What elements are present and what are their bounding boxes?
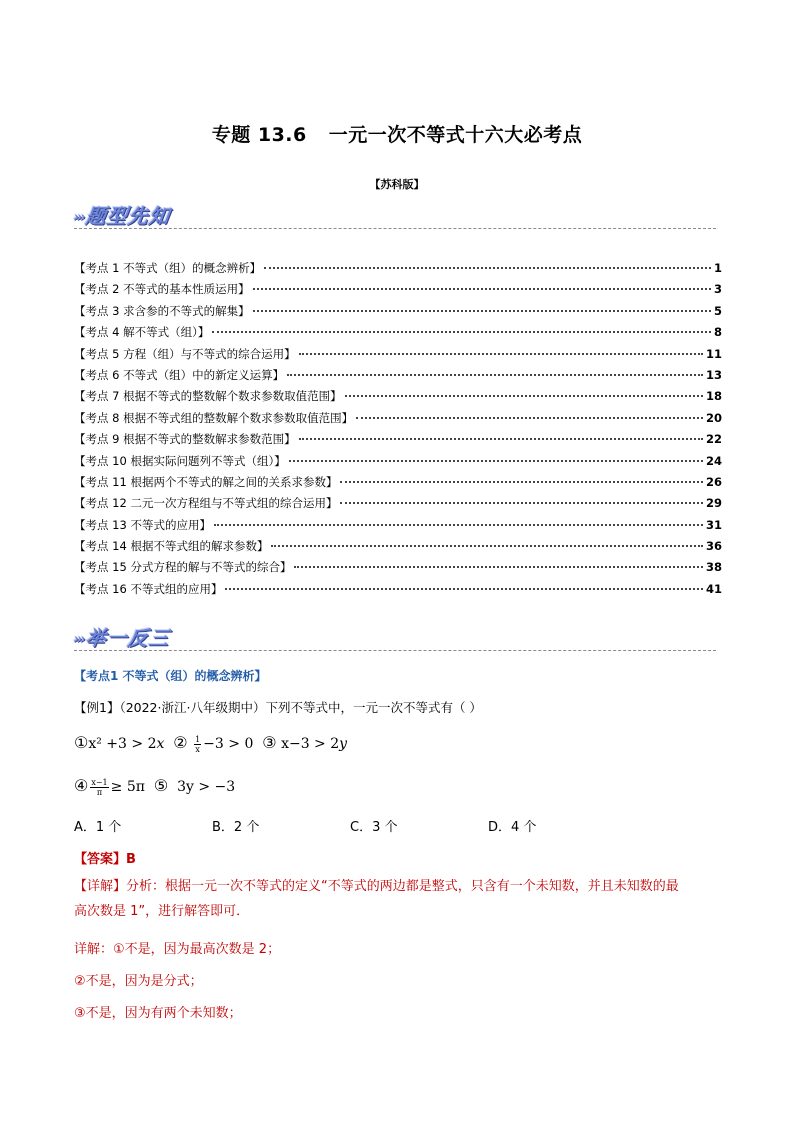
fraction-1-over-x: $\frac{1}{x}$: [195, 734, 201, 754]
answer-options: [74, 816, 694, 835]
detail-line-1: [74, 937, 724, 962]
toc-entry-page: 3: [713, 282, 722, 297]
toc-entry[interactable]: [74, 517, 722, 538]
toc-entry-label: 【考点 1 不等式（组）的概念辨析】: [74, 261, 262, 275]
toc-entry-label: 【考点 10 根据实际问题列不等式（组）】: [74, 453, 286, 468]
toc-entry-label: 【考点 2 不等式的基本性质运用】: [74, 282, 250, 297]
toc-leader-dots: [299, 352, 703, 355]
toc-leader-dots: [340, 501, 703, 504]
toc-entry-page: 13: [705, 367, 722, 382]
toc-entry-label: 【考点 12 二元一次方程组与不等式组的综合运用】: [74, 496, 338, 511]
toc-entry[interactable]: [74, 303, 722, 324]
edition-label: 【苏科版】: [369, 178, 425, 191]
detail-line-3: [74, 1001, 724, 1026]
toc-leader-dots: [225, 587, 703, 590]
toc-entry-label: 【考点 7 根据不等式的整数解个数求参数取值范围】: [74, 389, 342, 404]
option-b: B．2 个: [212, 820, 260, 835]
toc-entry-page: 36: [705, 539, 722, 554]
toc-entry[interactable]: [74, 559, 722, 580]
toc-entry-label: 【考点 5 方程（组）与不等式的综合运用】: [74, 346, 296, 361]
page-title: [0, 120, 794, 147]
toc-entry[interactable]: [74, 388, 722, 409]
toc-leader-dots: [299, 437, 703, 440]
example-text: （2022·浙江·八年级期中）下列不等式中，一元一次不等式有（ ）: [119, 700, 482, 715]
toc-entry-label: 【考点 6 不等式（组）中的新定义运算】: [74, 367, 285, 382]
toc-entry-page: 18: [705, 389, 722, 404]
answer-value: B: [126, 852, 136, 867]
formula-1: x² +3 > 2𝑥: [88, 736, 165, 752]
detail-text-1: 不是，因为最高次数是 2；: [124, 942, 281, 957]
formula-row-2: [74, 776, 235, 797]
toc-leader-dots: [287, 373, 703, 376]
toc-leader-dots: [271, 544, 703, 547]
circled-4: ④: [74, 776, 89, 795]
detail-line-2: [74, 969, 724, 994]
toc-entry[interactable]: [74, 453, 722, 474]
detail-num-3: ③: [74, 1006, 86, 1021]
title-main: 一元一次不等式十六大必考点: [328, 124, 583, 146]
toc-entry-page: 41: [705, 581, 722, 596]
toc-leader-dots: [253, 287, 711, 290]
toc-entry-label: 【考点 14 根据不等式组的解求参数】: [74, 539, 269, 554]
toc-entry[interactable]: [74, 410, 722, 431]
toc-entry-label: 【考点 11 根据两个不等式的解之间的关系求参数】: [74, 474, 338, 489]
toc-entry-page: 31: [705, 517, 722, 532]
formula-row-1: [74, 733, 347, 754]
toc-leader-dots: [289, 459, 703, 462]
toc-leader-dots: [264, 266, 711, 269]
detail-num-2: ②: [74, 974, 86, 989]
toc-entry-label: 【考点 3 求含参的不等式的解集】: [74, 303, 250, 318]
detail-label: 【详解】: [74, 879, 127, 894]
banner-divider: [74, 650, 716, 651]
answer-line: [74, 848, 136, 867]
toc-entry-page: 29: [705, 496, 722, 511]
toc-entry-page: 5: [713, 303, 722, 318]
toc-entry[interactable]: [74, 367, 722, 388]
formula-5: 3y > −3: [177, 779, 236, 795]
toc-leader-dots: [356, 416, 703, 419]
toc-entry-page: 24: [705, 453, 722, 468]
banner-arrows: ›››: [72, 210, 85, 225]
option-a: A．1 个: [74, 820, 122, 835]
example-question: [74, 698, 482, 716]
detail-prefix: 详解：: [74, 942, 114, 957]
toc-entry[interactable]: [74, 581, 722, 602]
toc-entry[interactable]: [74, 431, 722, 452]
option-c: C．3 个: [350, 820, 398, 835]
toc-entry[interactable]: [74, 324, 722, 345]
option-d: D．4 个: [488, 820, 537, 835]
toc-entry-label: 【考点 4 解不等式（组）】: [74, 325, 210, 340]
toc-entry[interactable]: [74, 495, 722, 516]
banner-text: 题型先知: [84, 204, 172, 228]
toc-entry-page: 20: [705, 410, 722, 425]
answer-label: 【答案】: [74, 852, 127, 867]
toc-entry[interactable]: [74, 538, 722, 559]
detail-paragraph: [74, 874, 724, 924]
banner-divider: [74, 228, 716, 229]
detail-num-1: ①: [113, 942, 125, 957]
toc-entry-label: 【考点 13 不等式的应用】: [74, 517, 211, 532]
toc-entry-label: 【考点 9 根据不等式的整数解求参数范围】: [74, 432, 296, 447]
formula-2-rest: −3 > 0: [203, 736, 254, 752]
example-label: 【例1】: [74, 700, 120, 715]
detail-text-3: 不是，因为有两个未知数；: [85, 1006, 242, 1021]
toc-entry-page: 8: [713, 325, 722, 340]
fraction-x-minus-1-over-pi: $\frac{x-1}{\pi}$: [91, 777, 108, 797]
toc-leader-dots: [212, 330, 711, 333]
toc-entry-label: 【考点 16 不等式组的应用】: [74, 581, 223, 596]
circled-5: ⑤: [153, 776, 169, 795]
toc-leader-dots: [340, 480, 703, 483]
formula-3: x−3 > 2𝑦: [281, 736, 348, 752]
table-of-contents: [74, 260, 722, 602]
toc-entry-label: 【考点 15 分式方程的解与不等式的综合】: [74, 560, 292, 575]
toc-entry[interactable]: [74, 260, 722, 281]
toc-leader-dots: [345, 394, 703, 397]
toc-entry-page: 1: [713, 261, 722, 275]
detail-text: 分析：根据一元一次不等式的定义“不等式的两边都是整式，只含有一个未知数，并且未知数的最: [126, 879, 679, 894]
toc-entry-page: 11: [705, 346, 722, 361]
detail-text-2: 不是，因为是分式；: [85, 974, 203, 989]
toc-entry[interactable]: [74, 474, 722, 495]
circled-2: ②: [173, 733, 188, 752]
toc-entry[interactable]: [74, 281, 722, 302]
toc-leader-dots: [253, 309, 711, 312]
circled-1: ①: [74, 733, 89, 752]
toc-leader-dots: [294, 565, 703, 568]
toc-leader-dots: [214, 523, 703, 526]
title-prefix: 专题 13.6: [211, 124, 307, 146]
toc-entry-page: 38: [705, 560, 722, 575]
toc-entry-page: 26: [705, 474, 722, 489]
formula-4-rest: ≥ 5π: [110, 779, 145, 795]
toc-entry[interactable]: [74, 346, 722, 367]
banner-practice: [72, 622, 172, 651]
toc-entry-label: 【考点 8 根据不等式组的整数解个数求参数取值范围】: [74, 410, 354, 425]
section-heading: 【考点1 不等式（组）的概念辨析】: [74, 669, 267, 683]
banner-arrows: ›››: [72, 632, 85, 647]
circled-3: ③: [262, 733, 277, 752]
toc-entry-page: 22: [705, 432, 722, 447]
detail-text-cont: 高次数是 1”，进行解答即可．: [74, 904, 250, 919]
banner-text: 举一反三: [84, 626, 172, 650]
banner-topic-preview: [72, 200, 172, 229]
